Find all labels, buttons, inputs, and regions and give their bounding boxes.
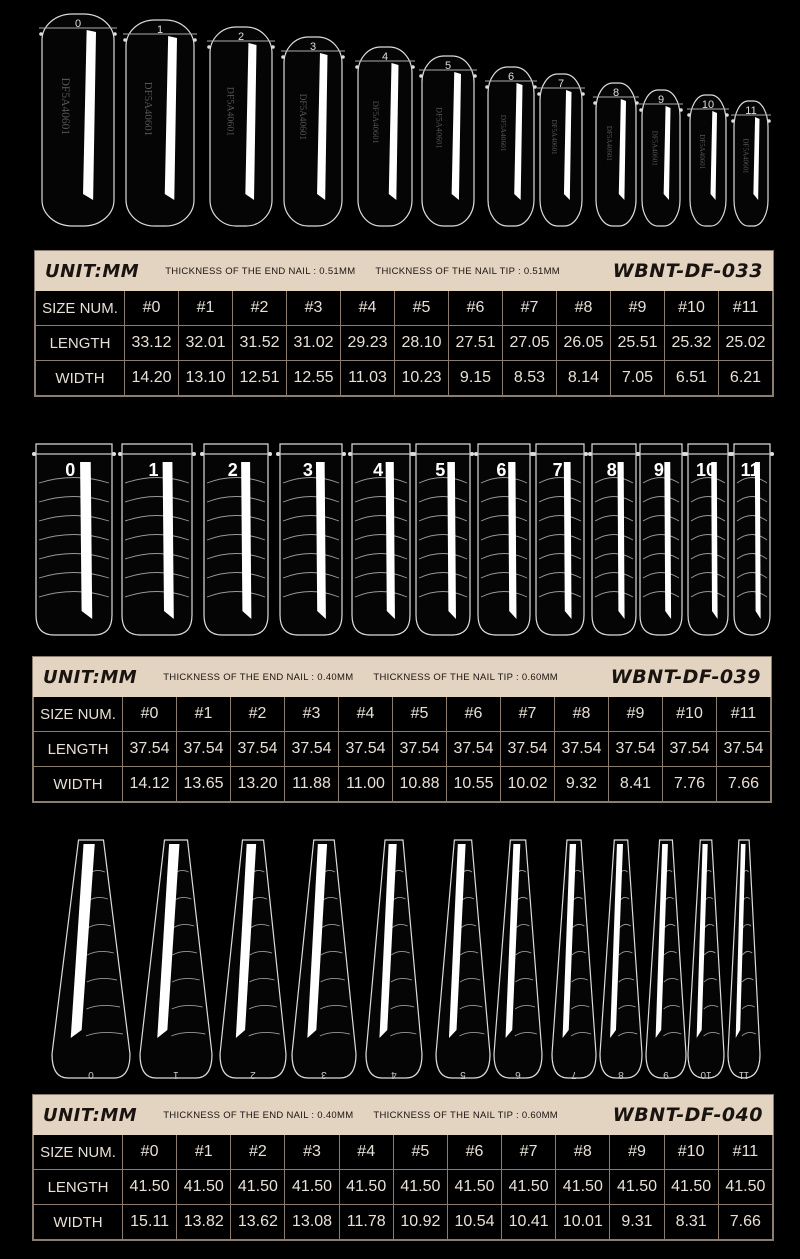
- nail-tip: [532, 444, 588, 635]
- nail-tip: [32, 444, 116, 635]
- nail-tip: [276, 444, 346, 635]
- nail-tip: [600, 840, 642, 1080]
- size-cell: #11: [718, 1135, 772, 1170]
- product-section-df040: [0, 830, 800, 1250]
- width-cell: 14.12: [123, 767, 177, 802]
- nail-tip: [355, 47, 415, 226]
- width-cell: 11.00: [339, 767, 393, 802]
- nail-imprint: DF5A40601: [59, 77, 72, 136]
- size-grid: [33, 1135, 773, 1240]
- size-cell: #0: [123, 1135, 177, 1170]
- length-cell: 37.54: [609, 732, 663, 767]
- length-cell: 41.50: [502, 1170, 556, 1205]
- length-cell: 37.54: [393, 732, 447, 767]
- table-row: [34, 767, 771, 802]
- width-cell: 7.05: [611, 361, 665, 396]
- width-cell: 10.41: [502, 1205, 556, 1240]
- width-cell: 13.65: [177, 767, 231, 802]
- unit-label: UNIT:MM: [45, 260, 140, 282]
- length-cell: 33.12: [125, 326, 179, 361]
- spec-header: [33, 657, 771, 697]
- nail-tip: [552, 840, 596, 1080]
- nail-tip: [220, 840, 286, 1080]
- size-cell: #7: [502, 1135, 556, 1170]
- length-cell: 37.54: [501, 732, 555, 767]
- size-cell: #5: [393, 697, 447, 732]
- table-row: [34, 732, 771, 767]
- nail-tip: [588, 444, 640, 635]
- size-cell: #4: [339, 697, 393, 732]
- length-cell: 41.50: [177, 1170, 231, 1205]
- size-cell: #3: [287, 291, 341, 326]
- size-cell: #1: [177, 697, 231, 732]
- size-cell: #6: [447, 697, 501, 732]
- size-cell: #9: [610, 1135, 664, 1170]
- width-cell: 8.41: [609, 767, 663, 802]
- width-cell: 6.21: [719, 361, 773, 396]
- nail-tip: [52, 840, 130, 1080]
- nail-number: 6: [496, 460, 507, 480]
- unit-label: UNIT:MM: [43, 666, 138, 688]
- nail-imprint: DF5A40601: [741, 138, 750, 174]
- nail-tip: [436, 840, 490, 1080]
- width-cell: 8.31: [664, 1205, 718, 1240]
- width-cell: 8.14: [557, 361, 611, 396]
- nail-number: 4: [391, 1069, 397, 1080]
- length-cell: 41.50: [339, 1170, 393, 1205]
- nail-number: 5: [435, 460, 446, 480]
- spec-table-df040: [32, 1094, 774, 1241]
- nail-tip: [348, 444, 414, 635]
- nail-number: 1: [173, 1069, 179, 1080]
- length-cell: 25.51: [611, 326, 665, 361]
- nail-number: 11: [745, 105, 757, 117]
- size-cell: #2: [231, 1135, 285, 1170]
- length-cell: 41.50: [718, 1170, 772, 1205]
- nail-tip: [419, 56, 477, 226]
- length-cell: 25.02: [719, 326, 773, 361]
- size-cell: #9: [611, 291, 665, 326]
- nail-number: 8: [606, 460, 617, 480]
- size-cell: #7: [501, 697, 555, 732]
- nail-imprint: DF5A40601: [650, 130, 659, 166]
- size-cell: #5: [395, 291, 449, 326]
- size-cell: #2: [233, 291, 287, 326]
- length-cell: 37.54: [447, 732, 501, 767]
- size-cell: #11: [719, 291, 773, 326]
- nail-number: 2: [237, 31, 245, 43]
- size-cell: #11: [717, 697, 771, 732]
- nail-tip: [537, 74, 585, 226]
- length-cell: 41.50: [664, 1170, 718, 1205]
- length-cell: 27.05: [503, 326, 557, 361]
- size-grid: [35, 291, 773, 396]
- width-cell: 7.76: [663, 767, 717, 802]
- nail-number: 1: [156, 24, 164, 36]
- model-number: WBNT-DF-039: [610, 666, 761, 688]
- width-cell: 7.66: [718, 1205, 772, 1240]
- product-section-df039: [0, 430, 800, 810]
- nail-tip: [494, 840, 542, 1080]
- nail-imprint: DF5A40601: [549, 119, 558, 155]
- spec-header: [35, 251, 773, 291]
- nail-number: 7: [557, 78, 565, 90]
- nail-tip: [140, 840, 212, 1080]
- table-row: [34, 1205, 773, 1240]
- nail-tip-thickness: THICKNESS OF THE NAIL TIP : 0.60MM: [373, 1109, 559, 1121]
- row-label: WIDTH: [36, 361, 125, 396]
- table-row: [34, 1135, 773, 1170]
- width-cell: 10.54: [447, 1205, 501, 1240]
- end-nail-thickness: THICKNESS OF THE END NAIL : 0.51MM: [165, 265, 356, 277]
- nail-tips-illustration-df040: [0, 830, 800, 1085]
- size-cell: #8: [555, 697, 609, 732]
- model-number: WBNT-DF-033: [612, 260, 763, 282]
- table-row: [36, 361, 773, 396]
- nail-tip: [593, 83, 639, 226]
- length-cell: 29.23: [341, 326, 395, 361]
- size-cell: #3: [285, 1135, 339, 1170]
- size-cell: #6: [449, 291, 503, 326]
- table-row: [34, 697, 771, 732]
- width-cell: 6.51: [665, 361, 719, 396]
- length-cell: 37.54: [285, 732, 339, 767]
- width-cell: 10.23: [395, 361, 449, 396]
- nail-number: 9: [657, 94, 665, 106]
- spec-table-df039: [32, 656, 772, 803]
- width-cell: 10.88: [393, 767, 447, 802]
- length-cell: 25.32: [665, 326, 719, 361]
- width-cell: 10.55: [447, 767, 501, 802]
- size-grid: [33, 697, 771, 802]
- length-cell: 31.02: [287, 326, 341, 361]
- size-cell: #1: [179, 291, 233, 326]
- width-cell: 14.20: [125, 361, 179, 396]
- nail-imprint: DF5A40601: [498, 114, 508, 152]
- width-cell: 15.11: [123, 1205, 177, 1240]
- length-cell: 28.10: [395, 326, 449, 361]
- length-cell: 41.50: [556, 1170, 610, 1205]
- width-cell: 12.51: [233, 361, 287, 396]
- nail-tip: [636, 444, 686, 635]
- nail-number: 6: [507, 71, 515, 83]
- nail-number: 2: [250, 1069, 256, 1080]
- nail-tips-illustration-df039: [0, 430, 800, 645]
- width-cell: 13.10: [179, 361, 233, 396]
- size-cell: #0: [125, 291, 179, 326]
- length-cell: 37.54: [555, 732, 609, 767]
- nail-number: 5: [460, 1069, 466, 1080]
- size-cell: #1: [177, 1135, 231, 1170]
- nail-number: 0: [65, 460, 76, 480]
- length-cell: 41.50: [231, 1170, 285, 1205]
- nail-imprint: DF5A40601: [434, 107, 444, 149]
- nail-number: 8: [612, 87, 620, 99]
- nail-tip: [639, 90, 683, 226]
- nail-tip: [728, 840, 760, 1080]
- end-nail-thickness: THICKNESS OF THE END NAIL : 0.40MM: [163, 1109, 354, 1121]
- size-cell: #2: [231, 697, 285, 732]
- nail-tip: [730, 444, 774, 635]
- nail-number: 1: [148, 460, 159, 480]
- nail-tip: [684, 444, 732, 635]
- unit-label: UNIT:MM: [43, 1104, 138, 1126]
- width-cell: 13.62: [231, 1205, 285, 1240]
- nail-number: 4: [381, 51, 389, 63]
- width-cell: 11.03: [341, 361, 395, 396]
- width-cell: 13.08: [285, 1205, 339, 1240]
- size-cell: #8: [557, 291, 611, 326]
- nail-number: 11: [738, 1069, 750, 1080]
- row-label: LENGTH: [34, 1170, 123, 1205]
- table-row: [36, 326, 773, 361]
- row-label: SIZE NUM.: [36, 291, 125, 326]
- nail-tip: [292, 840, 356, 1080]
- width-cell: 7.66: [717, 767, 771, 802]
- nail-number: 5: [444, 60, 452, 72]
- width-cell: 9.15: [449, 361, 503, 396]
- nail-number: 0: [74, 18, 82, 30]
- end-nail-thickness: THICKNESS OF THE END NAIL : 0.40MM: [163, 671, 354, 683]
- row-label: SIZE NUM.: [34, 697, 123, 732]
- table-row: [34, 1170, 773, 1205]
- nail-number: 4: [373, 460, 384, 480]
- nail-tips-illustration-df033: [0, 0, 800, 240]
- nail-tip: [39, 14, 117, 226]
- width-cell: 11.88: [285, 767, 339, 802]
- nail-imprint: DF5A40601: [142, 81, 155, 137]
- width-cell: 9.31: [610, 1205, 664, 1240]
- length-cell: 41.50: [447, 1170, 501, 1205]
- size-cell: #8: [556, 1135, 610, 1170]
- nail-number: 10: [695, 460, 717, 480]
- width-cell: 10.02: [501, 767, 555, 802]
- nail-imprint: DF5A40601: [224, 86, 236, 137]
- nail-number: 0: [88, 1069, 94, 1080]
- nail-imprint: DF5A40601: [698, 134, 707, 170]
- nail-tip: [731, 101, 771, 226]
- length-cell: 37.54: [123, 732, 177, 767]
- nail-number: 9: [663, 1069, 669, 1080]
- nail-tip: [485, 67, 537, 226]
- row-label: WIDTH: [34, 1205, 123, 1240]
- length-cell: 37.54: [339, 732, 393, 767]
- nail-tip-thickness: THICKNESS OF THE NAIL TIP : 0.51MM: [375, 265, 561, 277]
- length-cell: 37.54: [231, 732, 285, 767]
- nail-imprint: DF5A40601: [605, 125, 614, 161]
- size-cell: #7: [503, 291, 557, 326]
- nail-number: 7: [552, 460, 563, 480]
- nail-number: 9: [653, 460, 664, 480]
- nail-tip: [207, 27, 275, 226]
- nail-tip: [123, 20, 197, 226]
- row-label: LENGTH: [34, 732, 123, 767]
- length-cell: 41.50: [610, 1170, 664, 1205]
- size-cell: #10: [663, 697, 717, 732]
- width-cell: 9.32: [555, 767, 609, 802]
- nail-tip: [687, 95, 729, 226]
- nail-imprint: DF5A40601: [297, 93, 308, 141]
- size-cell: #9: [609, 697, 663, 732]
- nail-number: 3: [321, 1069, 327, 1080]
- nail-number: 3: [302, 460, 313, 480]
- model-number: WBNT-DF-040: [612, 1104, 763, 1126]
- nail-number: 2: [227, 460, 238, 480]
- width-cell: 13.82: [177, 1205, 231, 1240]
- size-cell: #0: [123, 697, 177, 732]
- nail-tip: [118, 444, 196, 635]
- nail-number: 10: [700, 1069, 712, 1080]
- row-label: WIDTH: [34, 767, 123, 802]
- length-cell: 41.50: [123, 1170, 177, 1205]
- nail-tip: [688, 840, 724, 1080]
- length-cell: 41.50: [393, 1170, 447, 1205]
- size-cell: #10: [665, 291, 719, 326]
- nail-imprint: DF5A40601: [371, 100, 382, 144]
- width-cell: 10.92: [393, 1205, 447, 1240]
- width-cell: 13.20: [231, 767, 285, 802]
- nail-tip: [200, 444, 272, 635]
- nail-tip: [412, 444, 474, 635]
- width-cell: 12.55: [287, 361, 341, 396]
- nail-number: 8: [618, 1069, 624, 1080]
- length-cell: 32.01: [179, 326, 233, 361]
- length-cell: 37.54: [177, 732, 231, 767]
- width-cell: 8.53: [503, 361, 557, 396]
- length-cell: 37.54: [663, 732, 717, 767]
- size-cell: #4: [341, 291, 395, 326]
- size-cell: #3: [285, 697, 339, 732]
- length-cell: 26.05: [557, 326, 611, 361]
- length-cell: 37.54: [717, 732, 771, 767]
- width-cell: 11.78: [339, 1205, 393, 1240]
- nail-number: 7: [571, 1069, 577, 1080]
- table-row: [36, 291, 773, 326]
- row-label: SIZE NUM.: [34, 1135, 123, 1170]
- size-cell: #6: [447, 1135, 501, 1170]
- nail-tip: [646, 840, 686, 1080]
- nail-tip: [474, 444, 534, 635]
- nail-tip: [366, 840, 422, 1080]
- nail-number: 3: [309, 41, 317, 53]
- nail-number: 10: [701, 99, 715, 111]
- nail-number: 11: [740, 460, 760, 480]
- length-cell: 41.50: [285, 1170, 339, 1205]
- size-cell: #5: [393, 1135, 447, 1170]
- size-cell: #4: [339, 1135, 393, 1170]
- nail-tip: [281, 37, 345, 226]
- nail-number: 6: [515, 1069, 521, 1080]
- length-cell: 27.51: [449, 326, 503, 361]
- size-cell: #10: [664, 1135, 718, 1170]
- length-cell: 31.52: [233, 326, 287, 361]
- width-cell: 10.01: [556, 1205, 610, 1240]
- spec-header: [33, 1095, 773, 1135]
- row-label: LENGTH: [36, 326, 125, 361]
- spec-table-df033: [34, 250, 774, 397]
- product-section-df033: [0, 0, 800, 400]
- nail-tip-thickness: THICKNESS OF THE NAIL TIP : 0.60MM: [373, 671, 559, 683]
